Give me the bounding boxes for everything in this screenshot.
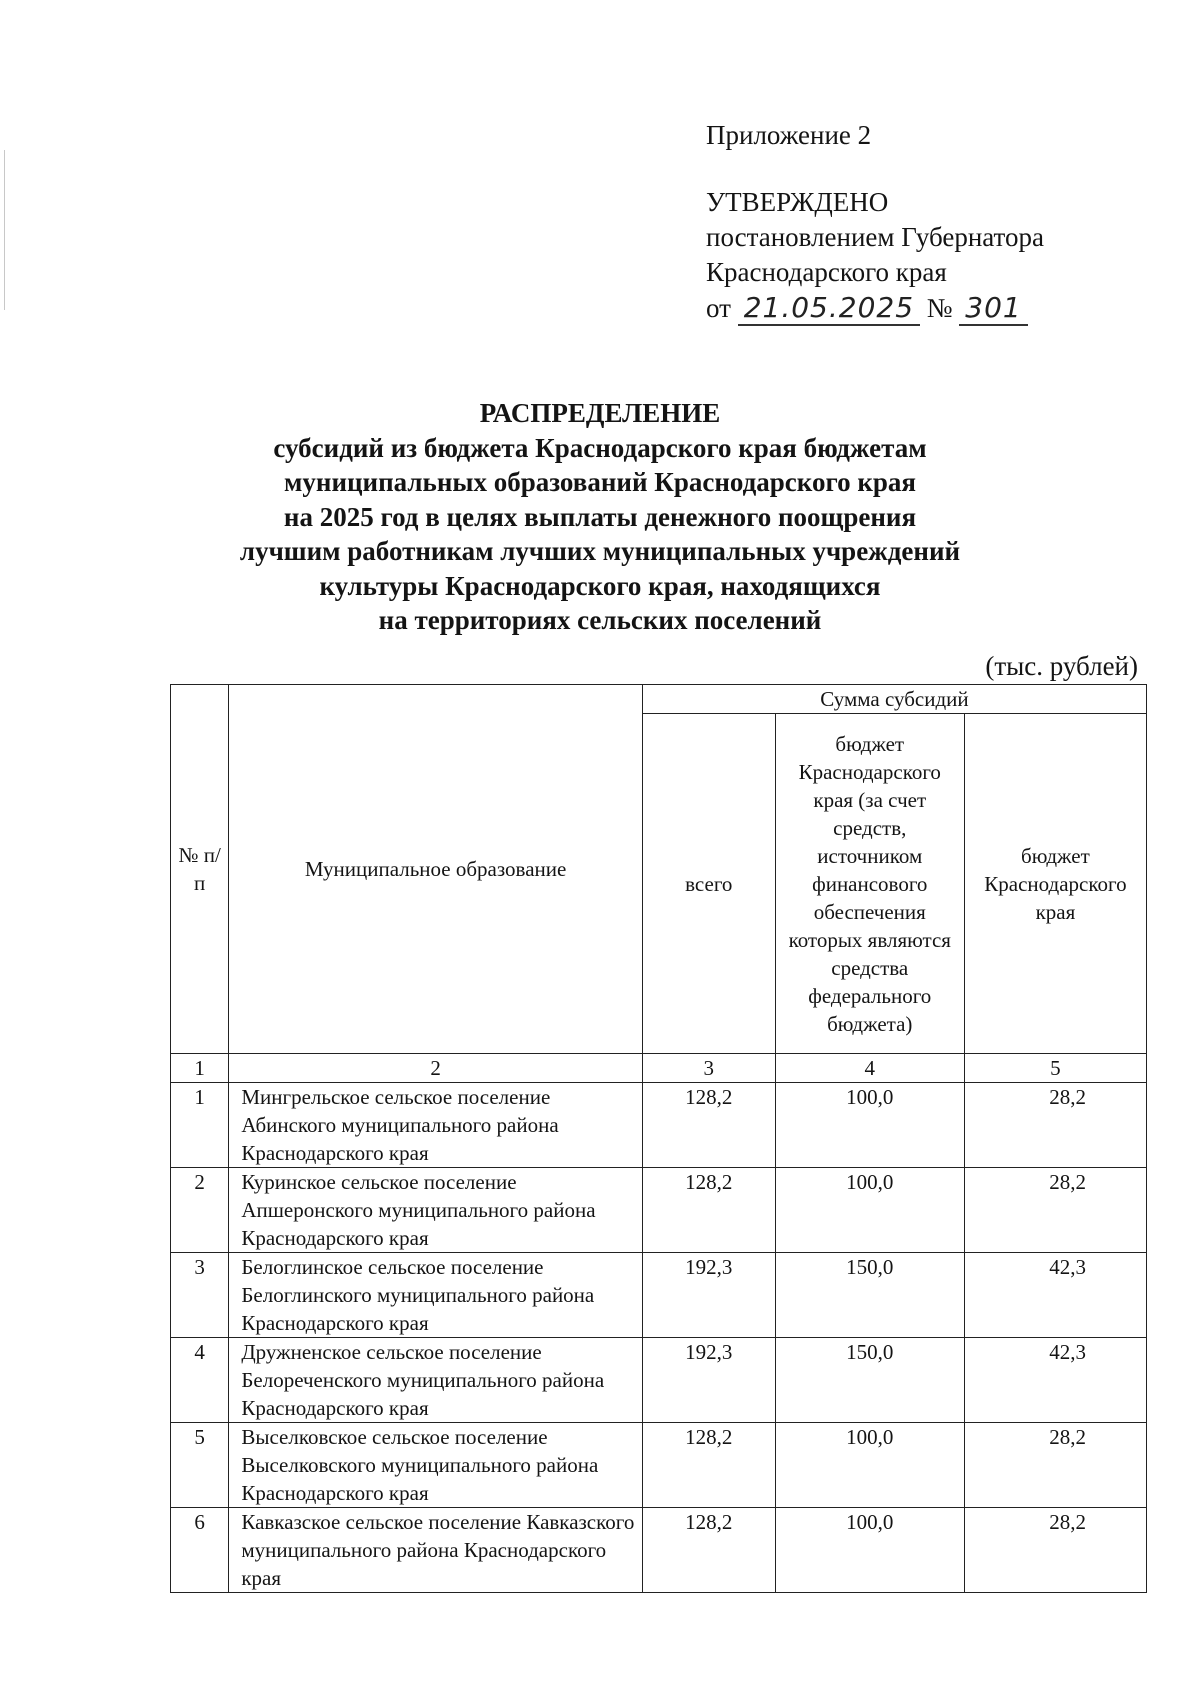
table-row bbox=[171, 1253, 1147, 1338]
row-municipality: Мингрельское сельское поселение Абинского муниципального района Краснодарского края bbox=[229, 1083, 643, 1168]
header-federal: бюджет Краснодарского края (за счет средств, источником финансового обеспечения которых являются средства федерального бюджета) bbox=[775, 714, 964, 1054]
document-title bbox=[0, 396, 1200, 638]
row-total: 192,3 bbox=[642, 1338, 775, 1423]
row-total: 128,2 bbox=[642, 1083, 775, 1168]
row-num: 6 bbox=[171, 1508, 229, 1593]
handwritten-number: 301 bbox=[959, 291, 1027, 326]
scan-margin-mark bbox=[4, 150, 5, 310]
approved-by-line2: Краснодарского края bbox=[706, 257, 947, 287]
title-line-2: муниципальных образований Краснодарского края bbox=[284, 467, 916, 497]
row-municipality: Кавказское сельское поселение Кавказского муниципального района Краснодарского края bbox=[229, 1508, 643, 1593]
number-label: № bbox=[926, 293, 953, 323]
row-num: 2 bbox=[171, 1168, 229, 1253]
table-row bbox=[171, 1168, 1147, 1253]
column-index: 5 bbox=[964, 1054, 1146, 1083]
row-total: 128,2 bbox=[642, 1423, 775, 1508]
title-line-4: лучшим работникам лучших муниципальных учреждений bbox=[239, 536, 961, 566]
table-row bbox=[171, 1338, 1147, 1423]
approval-date-line bbox=[706, 290, 1044, 326]
table-row bbox=[171, 1423, 1147, 1508]
row-total: 128,2 bbox=[642, 1168, 775, 1253]
row-total: 192,3 bbox=[642, 1253, 775, 1338]
row-municipality: Дружненское сельское поселение Белореченского муниципального района Краснодарского края bbox=[229, 1338, 643, 1423]
row-regional: 28,2 bbox=[964, 1423, 1146, 1508]
row-federal: 150,0 bbox=[775, 1253, 964, 1338]
header-regional: бюджет Краснодарского края bbox=[964, 714, 1146, 1054]
table-row bbox=[171, 1508, 1147, 1593]
title-line-6: на территориях сельских поселений bbox=[378, 605, 822, 635]
column-index: 3 bbox=[642, 1054, 775, 1083]
approved-label: УТВЕРЖДЕНО bbox=[706, 187, 889, 217]
row-regional: 42,3 bbox=[964, 1253, 1146, 1338]
row-municipality: Выселковское сельское поселение Выселковского муниципального района Краснодарского края bbox=[229, 1423, 643, 1508]
row-num: 4 bbox=[171, 1338, 229, 1423]
title-heading: РАСПРЕДЕЛЕНИЕ bbox=[479, 398, 721, 428]
row-total: 128,2 bbox=[642, 1508, 775, 1593]
header-sum-group: Сумма субсидий bbox=[642, 685, 1146, 714]
row-num: 5 bbox=[171, 1423, 229, 1508]
appendix-label: Приложение 2 bbox=[706, 120, 872, 150]
approval-block bbox=[706, 118, 1044, 326]
header-total: всего bbox=[642, 714, 775, 1054]
units-label: (тыс. рублей) bbox=[985, 651, 1138, 681]
subsidy-table bbox=[170, 684, 1147, 1593]
column-index: 4 bbox=[775, 1054, 964, 1083]
table-row bbox=[171, 1083, 1147, 1168]
row-federal: 100,0 bbox=[775, 1508, 964, 1593]
approved-by-line1: постановлением Губернатора bbox=[706, 222, 1044, 252]
header-municipality: Муниципальное образование bbox=[229, 685, 643, 1054]
row-regional: 28,2 bbox=[964, 1083, 1146, 1168]
column-index-row bbox=[171, 1054, 1147, 1083]
row-municipality: Куринское сельское поселение Апшеронского муниципального района Краснодарского края bbox=[229, 1168, 643, 1253]
handwritten-date: 21.05.2025 bbox=[738, 291, 920, 326]
row-regional: 28,2 bbox=[964, 1168, 1146, 1253]
row-federal: 150,0 bbox=[775, 1338, 964, 1423]
row-federal: 100,0 bbox=[775, 1168, 964, 1253]
column-index: 1 bbox=[171, 1054, 229, 1083]
row-federal: 100,0 bbox=[775, 1423, 964, 1508]
title-line-5: культуры Краснодарского края, находящихся bbox=[319, 570, 881, 601]
title-line-3: на 2025 год в целях выплаты денежного поощрения bbox=[283, 501, 917, 532]
row-regional: 28,2 bbox=[964, 1508, 1146, 1593]
title-line-1: субсидий из бюджета Краснодарского края бюджетам bbox=[273, 432, 927, 463]
row-num: 3 bbox=[171, 1253, 229, 1338]
header-num: № п/п bbox=[171, 685, 229, 1054]
row-federal: 100,0 bbox=[775, 1083, 964, 1168]
row-num: 1 bbox=[171, 1083, 229, 1168]
column-index: 2 bbox=[229, 1054, 643, 1083]
from-label: от bbox=[706, 293, 731, 323]
row-regional: 42,3 bbox=[964, 1338, 1146, 1423]
row-municipality: Белоглинское сельское поселение Белоглинского муниципального района Краснодарского края bbox=[229, 1253, 643, 1338]
